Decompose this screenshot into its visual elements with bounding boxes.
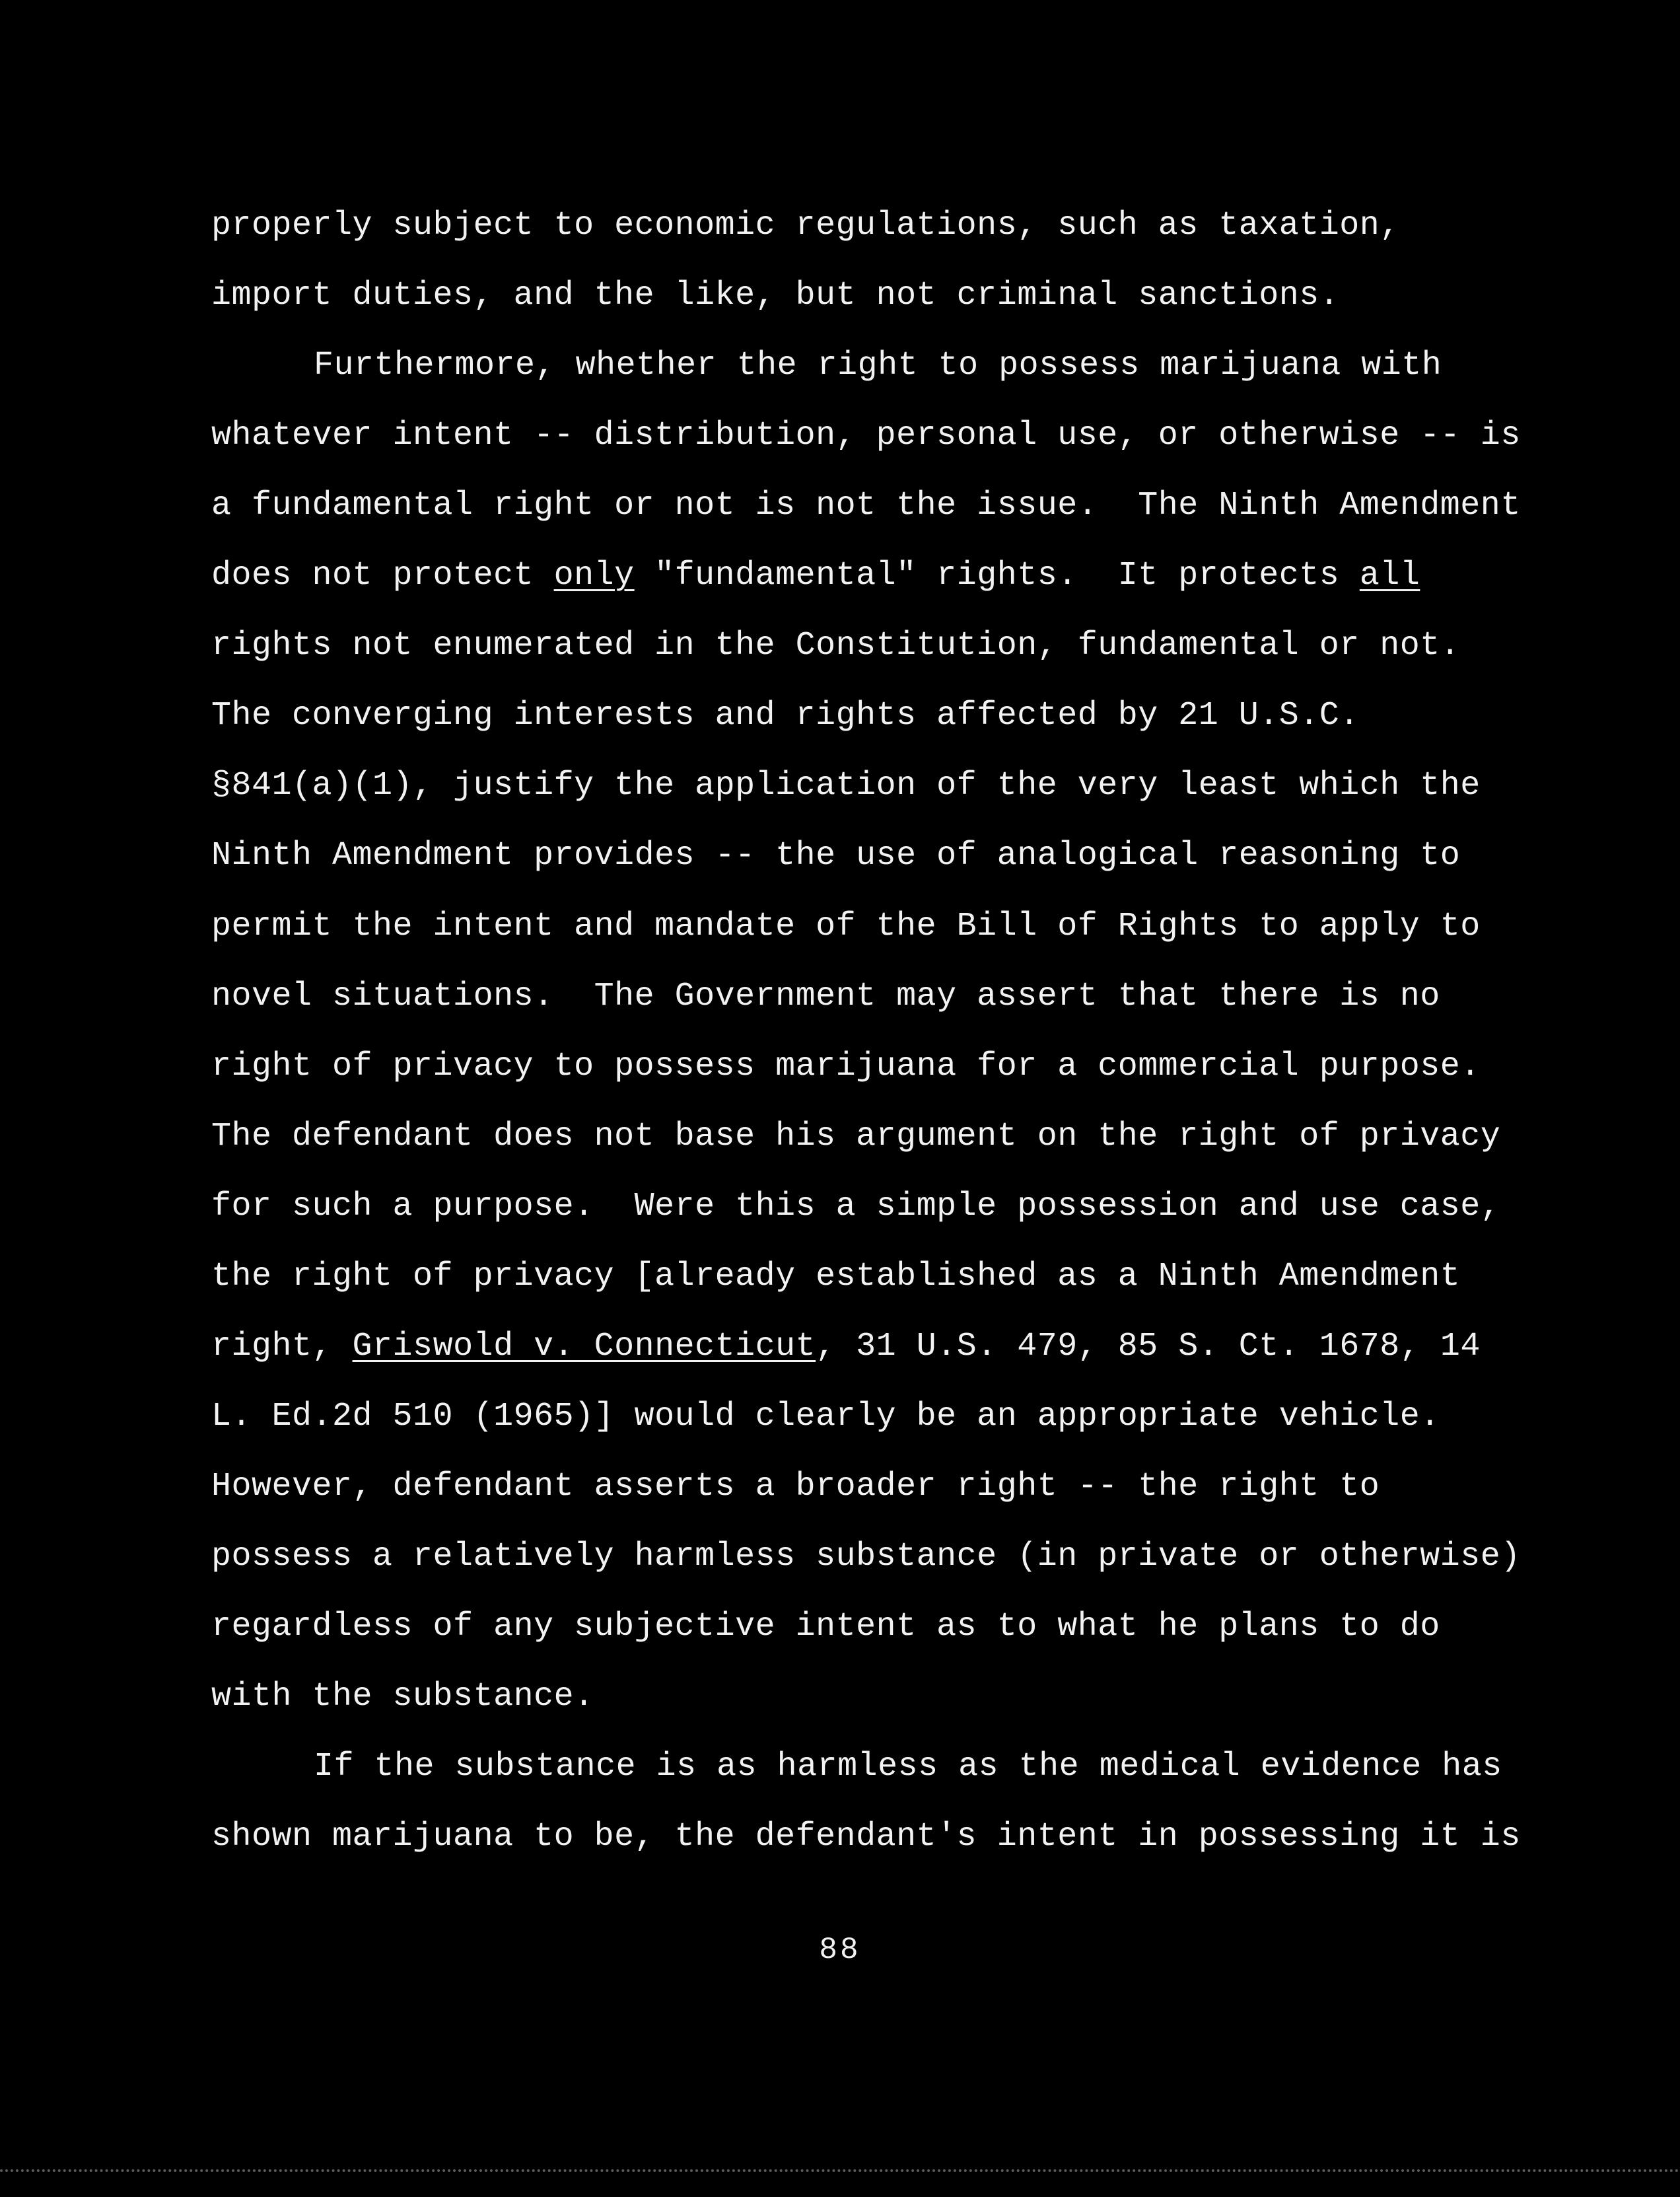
text-line: with the substance. (211, 1678, 594, 1715)
text-line: whatever intent -- distribution, personal use, or otherwise -- is (211, 417, 1521, 454)
text-line: properly subject to economic regulations, such as taxation, (211, 207, 1400, 244)
text-line: possess a relatively harmless substance (in private or otherwise) (211, 1538, 1521, 1575)
text-line: novel situations. The Government may assert that there is no (211, 978, 1440, 1015)
underlined-word: only (553, 557, 635, 594)
text-line: import duties, and the like, but not criminal sanctions. (211, 277, 1340, 314)
text-line: The converging interests and rights affected by 21 U.S.C. (211, 697, 1360, 735)
text-line: the right of privacy [already established as a Ninth Amendment (211, 1258, 1461, 1295)
text-line: permit the intent and mandate of the Bill of Rights to apply to (211, 908, 1481, 945)
scan-edge-artifact (0, 2169, 1680, 2172)
underlined-word: all (1359, 557, 1420, 594)
text-line: right of privacy to possess marijuana for a commercial purpose. (211, 1048, 1481, 1085)
text-line: Ninth Amendment provides -- the use of analogical reasoning to (211, 837, 1461, 875)
text-line: The defendant does not base his argument on the right of privacy (211, 1118, 1501, 1155)
text-line: rights not enumerated in the Constitution, fundamental or not. (211, 627, 1461, 665)
text-line: §841(a)(1), justify the application of the very least which the (211, 767, 1481, 805)
text-line: for such a purpose. Were this a simple possession and use case, (211, 1188, 1501, 1225)
text-line: right, Griswold v. Connecticut, 31 U.S. 479, 85 S. Ct. 1678, 14 (211, 1328, 1481, 1365)
text-line: Furthermore, whether the right to possess marijuana with (314, 347, 1442, 384)
text-line: regardless of any subjective intent as to what he plans to do (211, 1608, 1440, 1645)
text-line: does not protect only "fundamental" rights. It protects all (211, 557, 1420, 594)
text-line: If the substance is as harmless as the medical evidence has (314, 1748, 1502, 1785)
text-line: L. Ed.2d 510 (1965)] would clearly be an appropriate vehicle. (211, 1398, 1440, 1435)
text-line: shown marijuana to be, the defendant's intent in possessing it is (211, 1818, 1521, 1855)
text-line: However, defendant asserts a broader right -- the right to (211, 1468, 1380, 1505)
text-line: a fundamental right or not is not the issue. The Ninth Amendment (211, 487, 1521, 524)
page-number: 88 (819, 1933, 861, 1967)
case-citation: Griswold v. Connecticut (352, 1328, 816, 1365)
